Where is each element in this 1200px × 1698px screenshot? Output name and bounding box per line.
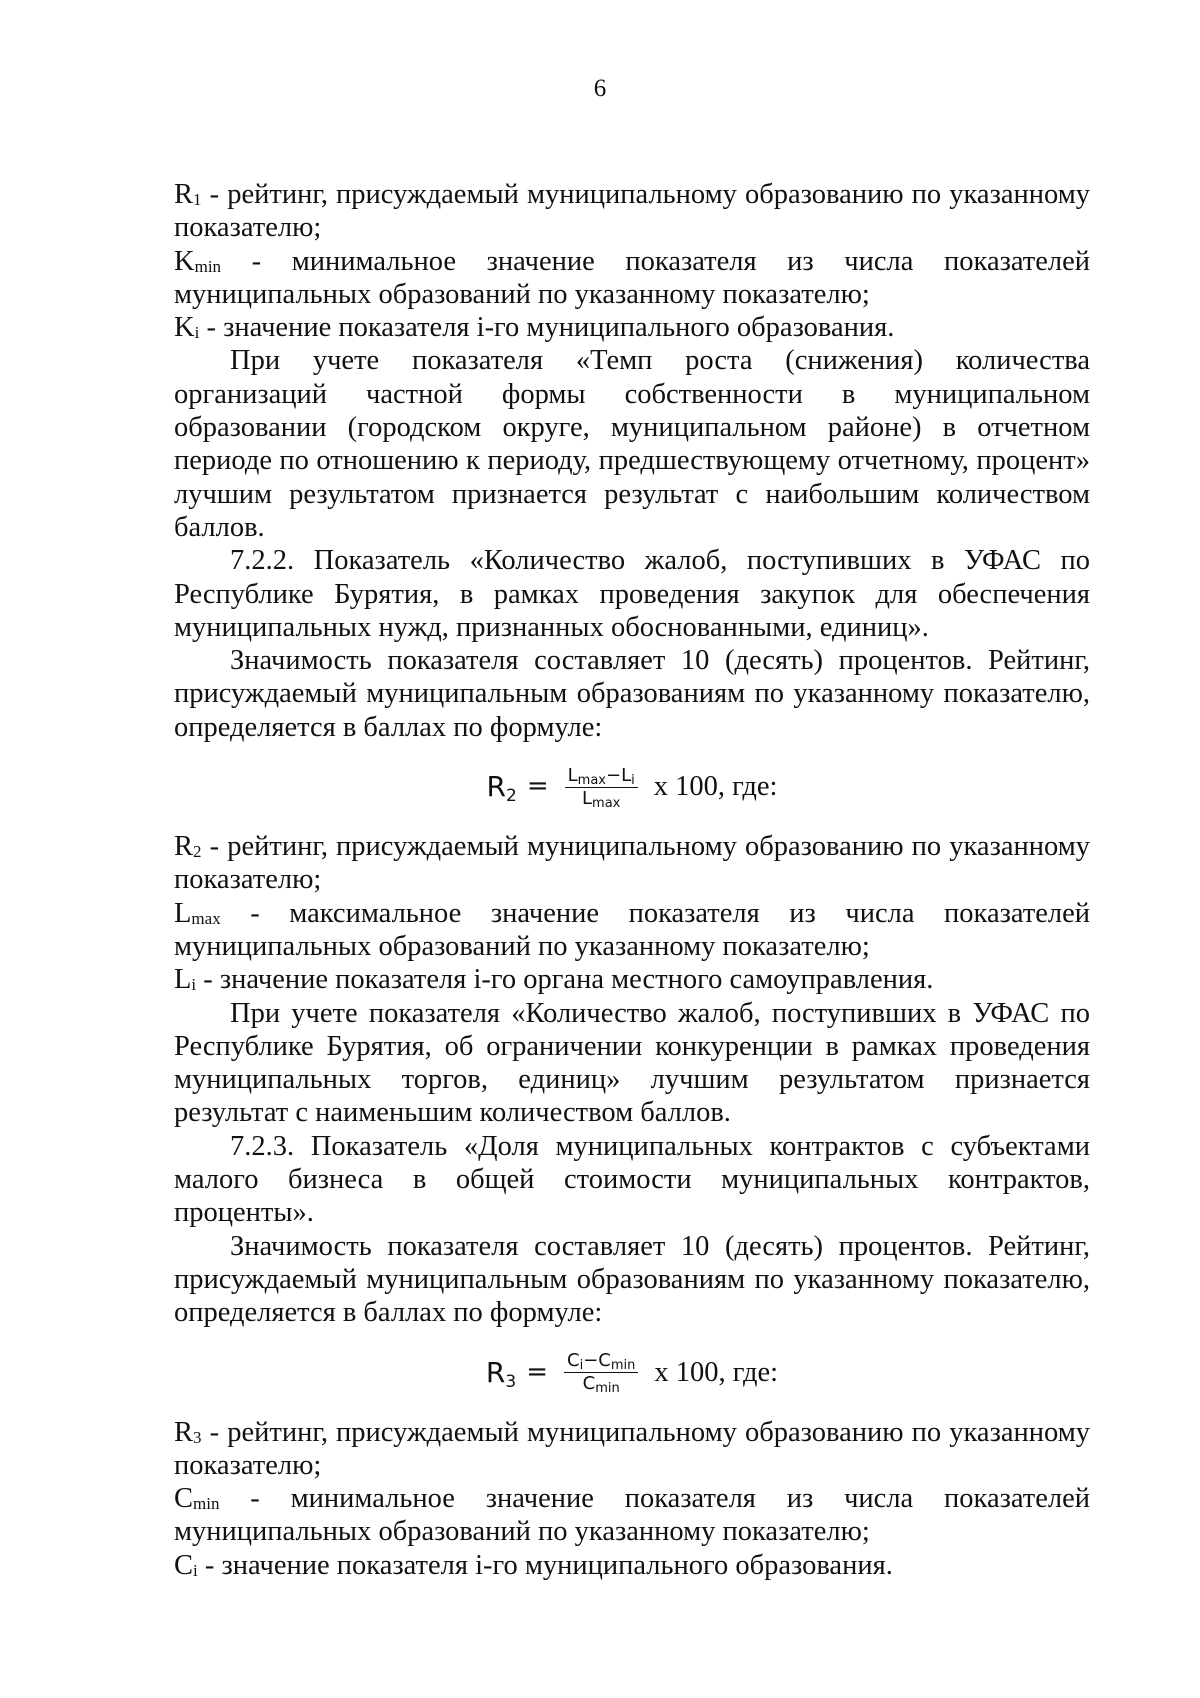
- term-subscript: i: [579, 1358, 584, 1373]
- term-subscript: i: [631, 772, 635, 788]
- formula-tail: х 100, где:: [654, 1356, 779, 1388]
- symbol-letter: R: [174, 831, 194, 863]
- definition-ki: [174, 311, 1090, 344]
- equals-sign: =: [526, 771, 549, 802]
- definition-r3: [174, 1416, 1090, 1483]
- definition-cmin: [174, 1482, 1090, 1549]
- minus-sign: −: [583, 1350, 599, 1371]
- symbol-r1: [174, 179, 202, 210]
- equals-sign: =: [526, 1356, 548, 1387]
- page-number: 6: [593, 75, 607, 102]
- definition-kmin: [174, 245, 1090, 312]
- symbol-subscript: 1: [193, 190, 202, 209]
- symbol-subscript: min: [194, 256, 222, 276]
- minus-sign: −: [605, 764, 622, 786]
- paragraph-growth-rate: При учете показателя «Темп роста (снижения) количества организаций частной формы собственности в муниципальном образовании (городском округе, муниципальном районе) в отчетном периоде по отношению к периоду, предшествующему отчетному, процент» лучшим результатом признается результат с наибольшим количеством баллов.: [174, 345, 1090, 543]
- symbol-letter: L: [174, 964, 192, 996]
- symbol-letter: R: [174, 179, 194, 210]
- definition-text: - рейтинг, присуждаемый муниципальному образованию по указанному показателю;: [174, 831, 1090, 896]
- symbol-letter: K: [174, 245, 195, 277]
- fraction: [565, 765, 638, 810]
- definition-text: - значение показателя i-го органа местного самоуправления.: [196, 964, 934, 996]
- term: L: [582, 787, 593, 809]
- fraction-numerator: [564, 1350, 638, 1373]
- paragraph-complaints: При учете показателя «Количество жалоб, поступивших в УФАС по Республике Бурятия, об ограничении конкуренции в рамках проведения муниципальных торгов, единиц» лучшим результатом признается результат с наименьшим количеством баллов.: [174, 997, 1090, 1129]
- definition-r1: [174, 178, 1090, 245]
- symbol-subscript: i: [193, 1560, 198, 1580]
- definition-text: - рейтинг, присуждаемый муниципальному образованию по указанному показателю;: [174, 179, 1090, 244]
- formula-lhs-subscript: 2: [506, 786, 517, 807]
- paragraph-significance-1: Значимость показателя составляет 10 (десять) процентов. Рейтинг, присуждаемый муниципальным образованиям по указанному показателю, определяется в баллах по формуле:: [174, 645, 1090, 743]
- document-body: [174, 178, 1090, 1582]
- symbol-subscript: max: [191, 908, 221, 928]
- term-subscript: min: [595, 1381, 620, 1396]
- term: L: [567, 764, 578, 786]
- symbol-r3: [174, 1417, 202, 1448]
- symbol-cmin: [174, 1483, 219, 1514]
- formula-tail: х 100, где:: [653, 771, 778, 803]
- definition-text: - значение показателя i-го муниципального образования.: [199, 312, 895, 344]
- symbol-kmin: [174, 246, 221, 277]
- formula-lhs-subscript: 3: [505, 1371, 517, 1392]
- term: C: [566, 1350, 580, 1371]
- symbol-subscript: 3: [193, 1427, 202, 1447]
- paragraph-7-2-3: 7.2.3. Показатель «Доля муниципальных контрактов с субъектами малого бизнеса в общей стоимости муниципальных контрактов, проценты».: [174, 1130, 1090, 1229]
- symbol-subscript: i: [194, 323, 200, 343]
- fraction-numerator: [565, 765, 638, 788]
- term: C: [582, 1373, 596, 1394]
- symbol-ki: [174, 312, 199, 343]
- symbol-r2: [174, 831, 202, 862]
- term-subscript: max: [577, 772, 606, 788]
- term-subscript: min: [610, 1358, 636, 1373]
- fraction-denominator: [579, 788, 623, 810]
- definition-lmax: [174, 897, 1090, 964]
- paragraph-significance-2: Значимость показателя составляет 10 (десять) процентов. Рейтинг, присуждаемый муниципальным образованиям по указанному показателю, определяется в баллах по формуле:: [174, 1230, 1090, 1329]
- definition-text: - минимальное значение показателя из числа показателей муниципальных образований по указанному показателю;: [174, 245, 1090, 310]
- definition-ci: [174, 1549, 1090, 1582]
- symbol-letter: R: [174, 1416, 194, 1448]
- formula-lhs: [485, 1355, 517, 1392]
- definition-li: [174, 963, 1090, 996]
- term-subscript: max: [592, 795, 621, 811]
- definition-r2: [174, 830, 1090, 897]
- definition-text: - рейтинг, присуждаемый муниципальному образованию по указанному показателю;: [174, 1416, 1090, 1481]
- symbol-subscript: 2: [193, 842, 202, 862]
- fraction: [564, 1350, 638, 1395]
- term: L: [621, 764, 632, 786]
- symbol-letter: C: [174, 1483, 194, 1515]
- symbol-letter: K: [174, 312, 195, 344]
- symbol-lmax: [174, 898, 221, 929]
- formula-lhs: [486, 770, 517, 807]
- definition-text: - максимальное значение показателя из числа показателей муниципальных образований по указанному показателю;: [174, 897, 1090, 962]
- symbol-subscript: i: [191, 975, 197, 995]
- formula-r3: [174, 1330, 1090, 1416]
- symbol-letter: L: [174, 897, 192, 929]
- term: C: [598, 1350, 611, 1371]
- definition-text: - минимальное значение показателя из числа показателей муниципальных образований по указанному показателю;: [174, 1483, 1090, 1548]
- symbol-li: [174, 964, 196, 995]
- fraction-denominator: [580, 1373, 623, 1395]
- definition-text: - значение показателя i-го муниципального образования.: [197, 1549, 893, 1581]
- symbol-subscript: min: [193, 1494, 220, 1514]
- formula-lhs-letter: R: [486, 770, 506, 804]
- formula-lhs-letter: R: [485, 1355, 506, 1389]
- formula-r2: [174, 744, 1090, 830]
- symbol-ci: [174, 1550, 198, 1581]
- symbol-letter: C: [174, 1549, 194, 1581]
- paragraph-7-2-2: 7.2.2. Показатель «Количество жалоб, поступивших в УФАС по Республике Бурятия, в рамках проведения закупок для обеспечения муниципальных нужд, признанных обоснованными, единиц».: [174, 545, 1090, 643]
